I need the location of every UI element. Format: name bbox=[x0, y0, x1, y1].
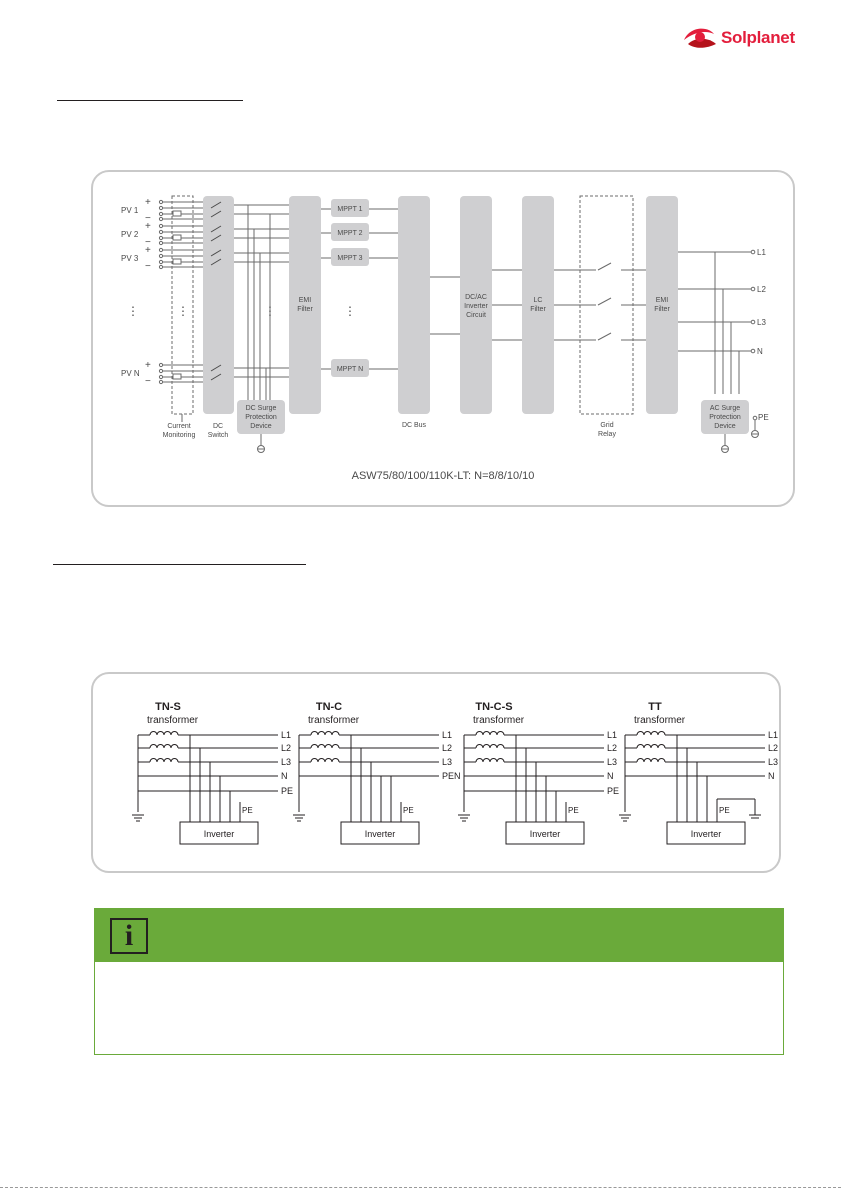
line-label: L3 bbox=[607, 757, 618, 767]
svg-text:⋮: ⋮ bbox=[344, 304, 356, 318]
pv-label: PV 1 bbox=[121, 206, 139, 215]
line-label: L2 bbox=[281, 743, 292, 753]
grid-title: TN-C-S bbox=[475, 701, 513, 713]
line-label: L1 bbox=[768, 730, 779, 740]
svg-text:N: N bbox=[757, 347, 763, 356]
solplanet-logo-icon bbox=[680, 22, 720, 52]
line-label: L3 bbox=[442, 757, 453, 767]
transformer-label: transformer bbox=[308, 715, 360, 726]
minus-sign: − bbox=[145, 213, 151, 224]
svg-text:L2: L2 bbox=[757, 285, 766, 294]
svg-text:⋮: ⋮ bbox=[264, 304, 276, 318]
line-label: L1 bbox=[281, 730, 292, 740]
grid-title: TN-S bbox=[155, 701, 181, 713]
svg-text:LC: LC bbox=[533, 297, 543, 304]
minus-sign: − bbox=[145, 376, 151, 387]
pe-label: PE bbox=[242, 806, 253, 815]
grid-system-2 bbox=[293, 701, 461, 844]
svg-text:Device: Device bbox=[714, 423, 736, 430]
transformer-label: transformer bbox=[147, 715, 199, 726]
svg-text:⋮: ⋮ bbox=[127, 304, 139, 318]
minus-sign: − bbox=[145, 261, 151, 272]
line-label: L1 bbox=[442, 730, 453, 740]
dc-bus-block bbox=[398, 196, 430, 414]
svg-text:DC/AC: DC/AC bbox=[465, 294, 487, 301]
mppt-label: MPPT N bbox=[336, 366, 364, 373]
line-label: N bbox=[607, 771, 614, 781]
ground-icon bbox=[258, 431, 759, 453]
line-label: L1 bbox=[607, 730, 618, 740]
svg-text:Device: Device bbox=[250, 423, 272, 430]
note-header bbox=[94, 908, 784, 962]
plus-sign: + bbox=[145, 245, 151, 256]
grid-systems-diagram bbox=[93, 674, 779, 871]
inverter-label: Inverter bbox=[203, 829, 235, 839]
svg-text:Monitoring: Monitoring bbox=[162, 432, 196, 439]
line-label: PE bbox=[607, 786, 620, 796]
svg-text:Switch: Switch bbox=[207, 432, 229, 439]
svg-text:EMI: EMI bbox=[298, 297, 312, 304]
mppt-label: MPPT 1 bbox=[337, 206, 363, 213]
note-body bbox=[94, 962, 784, 1055]
svg-text:Filter: Filter bbox=[297, 306, 313, 313]
grid-system-3 bbox=[458, 701, 619, 844]
dc-switch-block bbox=[203, 196, 234, 414]
pe-label: PE bbox=[568, 806, 579, 815]
inverter-label: Inverter bbox=[529, 829, 561, 839]
pv-label: PV 3 bbox=[121, 254, 139, 263]
emi-filter-block-dc bbox=[289, 196, 321, 414]
logo-text: Solplanet bbox=[721, 28, 795, 47]
transformer-label: transformer bbox=[473, 715, 525, 726]
line-label: PEN bbox=[442, 771, 461, 781]
svg-text:DC: DC bbox=[212, 423, 224, 430]
svg-text:Filter: Filter bbox=[654, 306, 670, 313]
plus-sign: + bbox=[145, 221, 151, 232]
circuit-caption: ASW75/80/100/110K-LT: N=8/8/10/10 bbox=[351, 470, 535, 482]
circuit-diagram-panel bbox=[91, 170, 795, 507]
line-label: L2 bbox=[442, 743, 453, 753]
svg-text:⋮: ⋮ bbox=[177, 304, 189, 318]
svg-text:Inverter: Inverter bbox=[464, 303, 488, 310]
grid-system-1 bbox=[132, 701, 293, 844]
svg-text:Relay: Relay bbox=[598, 431, 616, 438]
line-label: L2 bbox=[768, 743, 779, 753]
pe-label: PE bbox=[403, 806, 414, 815]
emi-filter-block-ac bbox=[646, 196, 678, 414]
svg-text:Circuit: Circuit bbox=[466, 312, 486, 319]
svg-text:Grid: Grid bbox=[600, 422, 614, 429]
mppt-label: MPPT 3 bbox=[337, 255, 363, 262]
grid-systems-panel bbox=[91, 672, 781, 873]
svg-text:Protection: Protection bbox=[245, 414, 277, 421]
circuit-diagram bbox=[93, 172, 793, 505]
line-label: L3 bbox=[281, 757, 292, 767]
minus-sign: − bbox=[145, 237, 151, 248]
svg-text:PE: PE bbox=[758, 413, 769, 422]
transformer-label: transformer bbox=[634, 715, 686, 726]
mppt-label: MPPT 2 bbox=[337, 230, 363, 237]
pv-label: PV N bbox=[121, 369, 140, 378]
svg-text:Current: Current bbox=[167, 423, 191, 430]
inverter-label: Inverter bbox=[690, 829, 722, 839]
page-footer-rule bbox=[0, 1187, 841, 1188]
svg-text:Protection: Protection bbox=[709, 414, 741, 421]
section-heading-underline-2 bbox=[53, 564, 306, 565]
section-heading-underline-1 bbox=[57, 100, 243, 101]
plus-sign: + bbox=[145, 360, 151, 371]
svg-text:EMI: EMI bbox=[655, 297, 669, 304]
grid-system-4 bbox=[619, 701, 778, 844]
line-label: L2 bbox=[607, 743, 618, 753]
line-label: L3 bbox=[768, 757, 779, 767]
svg-text:L3: L3 bbox=[757, 318, 766, 327]
lc-filter-block bbox=[522, 196, 554, 414]
svg-text:L1: L1 bbox=[757, 248, 766, 257]
line-label: N bbox=[768, 771, 775, 781]
line-label: N bbox=[281, 771, 288, 781]
svg-text:Filter: Filter bbox=[530, 306, 546, 313]
svg-text:DC Bus: DC Bus bbox=[401, 422, 427, 429]
plus-sign: + bbox=[145, 197, 151, 208]
pe-label: PE bbox=[719, 806, 730, 815]
pv-label: PV 2 bbox=[121, 230, 139, 239]
grid-title: TT bbox=[648, 701, 662, 713]
svg-text:AC Surge: AC Surge bbox=[709, 405, 741, 412]
inverter-label: Inverter bbox=[364, 829, 396, 839]
grid-title: TN-C bbox=[315, 701, 343, 713]
svg-text:DC Surge: DC Surge bbox=[245, 405, 277, 412]
info-icon: i bbox=[110, 918, 148, 954]
line-label: PE bbox=[281, 786, 294, 796]
